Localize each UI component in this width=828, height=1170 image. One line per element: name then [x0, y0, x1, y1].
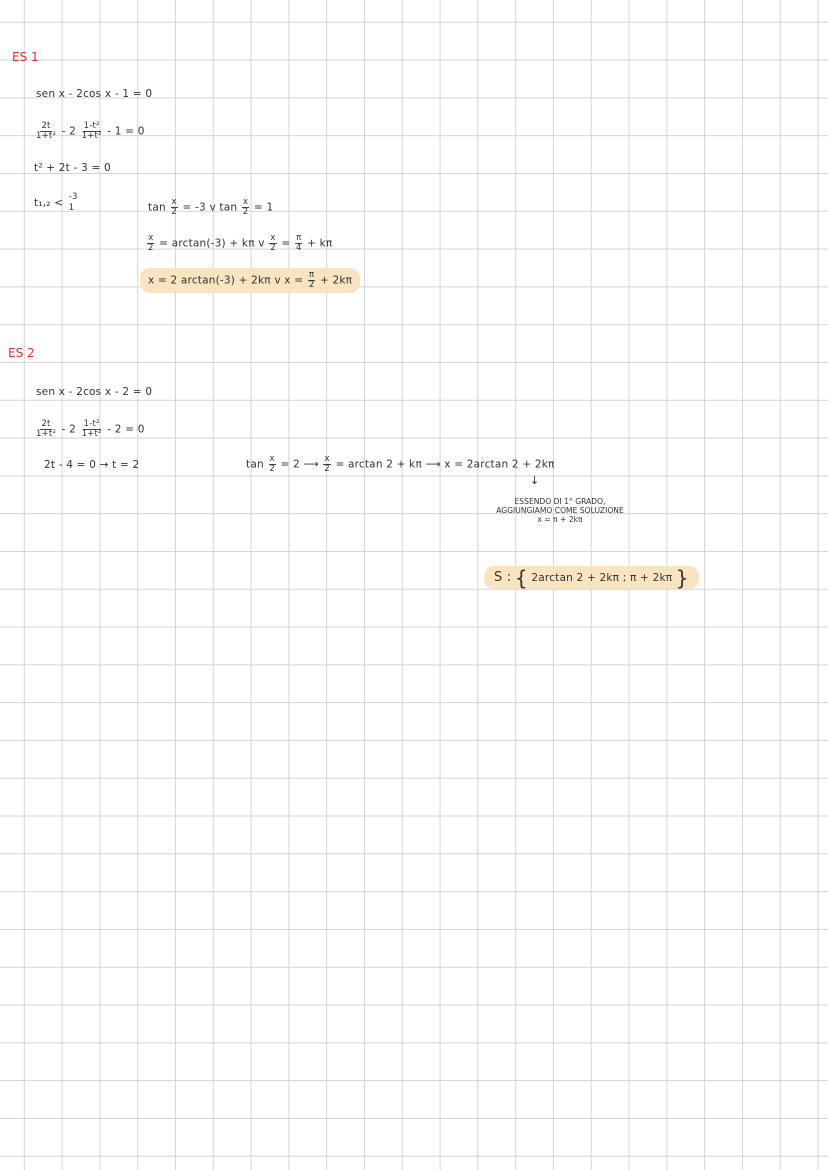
roots-stack: -3 1: [68, 192, 78, 214]
fraction: $\frac{x}{2}$: [324, 454, 330, 474]
es1-equation-2: $\frac{2t}{\text{1+t²}}$ - 2 $\frac{\text{1-t²}}{\text{1+t²}}$ - 1 = 0: [36, 121, 145, 141]
es1-tan-line: tan $\frac{x}{2}$ = -3 v tan $\frac{x}{2}$ = 1: [148, 197, 274, 217]
es2-equation-3: 2t - 4 = 0 → t = 2: [44, 459, 140, 471]
down-arrow-icon: ↓: [530, 474, 540, 487]
fraction: $\frac{\text{1-t²}}{\text{1+t²}}$: [81, 121, 102, 141]
fraction: $\frac{x}{2}$: [270, 233, 276, 253]
es2-title: ES 2: [8, 346, 35, 360]
es1-roots: t₁,₂ < -3 1: [34, 192, 78, 214]
es1-arctan-line: $\frac{x}{2}$ = arctan(-3) + kπ v $\frac{x}{2}$ = $\frac{\pi}{4}$ + kπ: [148, 233, 333, 253]
right-brace: }: [675, 566, 689, 590]
left-brace: {: [514, 566, 528, 590]
fraction: $\frac{2t}{\text{1+t²}}$: [36, 419, 57, 439]
fraction: $\frac{2t}{\text{1+t²}}$: [36, 121, 57, 141]
es2-equation-1: sen x - 2cos x - 2 = 0: [36, 386, 153, 398]
fraction: $\frac{x}{2}$: [171, 197, 177, 217]
es2-tan-line: tan $\frac{x}{2}$ = 2 ⟶ $\frac{x}{2}$ = arctan 2 + kπ ⟶ x = 2arctan 2 + 2kπ: [246, 454, 555, 474]
fraction: $\frac{x}{2}$: [269, 454, 275, 474]
fraction: $\frac{x}{2}$: [242, 197, 249, 217]
fraction: $\frac{\text{1-t²}}{\text{1+t²}}$: [81, 419, 102, 439]
fraction: $\frac{x}{2}$: [148, 233, 154, 253]
es1-equation-3: t² + 2t - 3 = 0: [34, 162, 111, 174]
es2-note: ESSENDO DI 1° GRADO, AGGIUNGIAMO COME SOLUZIONE x = π + 2kπ: [496, 497, 624, 525]
fraction: $\frac{\pi}{2}$: [308, 270, 315, 290]
fraction: $\frac{\pi}{4}$: [295, 233, 302, 253]
es1-title: ES 1: [12, 50, 39, 64]
es2-solution-highlight: S : { 2arctan 2 + 2kπ ; π + 2kπ }: [484, 566, 699, 589]
es1-solution-highlight: x = 2 arctan(-3) + 2kπ v x = $\frac{\pi}{2}$ + 2kπ: [140, 268, 360, 293]
es1-equation-1: sen x - 2cos x - 1 = 0: [36, 88, 153, 100]
es2-equation-2: $\frac{2t}{\text{1+t²}}$ - 2 $\frac{\text{1-t²}}{\text{1+t²}}$ - 2 = 0: [36, 419, 145, 439]
